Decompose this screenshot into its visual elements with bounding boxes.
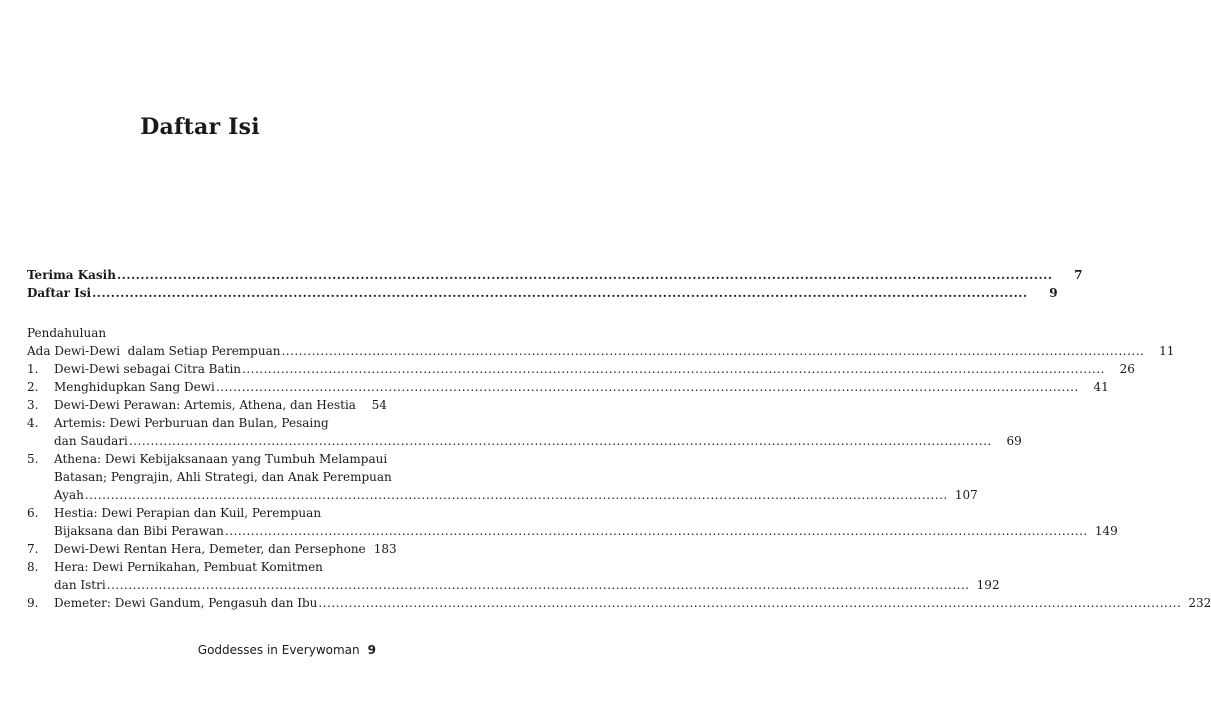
toc-entry-line — [27, 504, 376, 522]
chapter-list — [27, 360, 1211, 612]
chapter-number: 3. — [27, 398, 39, 412]
dot-leader: ........................................................................................................................................................................................................ — [128, 434, 992, 448]
toc-entry-chapter-6[interactable] — [27, 504, 1118, 540]
toc-entry-label: Batasan; Pengrajin, Ahli Strategi, dan Anak Perempuan — [54, 470, 392, 484]
toc-entry-intro[interactable] — [27, 342, 1175, 360]
dot-leader: ........................................................................................................................................................................................................ — [84, 488, 948, 502]
chapter-number: 4. — [27, 416, 39, 430]
toc-entry-line — [27, 540, 397, 558]
toc-entry-label: Daftar Isi — [27, 286, 92, 300]
toc-entry-label: dan Saudari — [54, 434, 128, 448]
toc-entry-chapter-2[interactable] — [27, 378, 1109, 396]
dot-leader: ........................................................................................................................................................................................................ — [242, 362, 1105, 376]
toc-page-number: 54 — [371, 398, 387, 412]
toc-entry-label: Menghidupkan Sang Dewi — [54, 380, 215, 394]
toc-page-number: 69 — [1006, 434, 1022, 448]
toc-entry-label: Dewi-Dewi Rentan Hera, Demeter, dan Persephone — [54, 542, 366, 556]
toc-entry-line — [27, 522, 1118, 540]
toc-entry-line — [27, 558, 376, 576]
footer-book-title: Goddesses in Everywoman — [197, 643, 360, 657]
toc-entry-chapter-3[interactable] — [27, 396, 387, 414]
toc-entry-chapter-5[interactable] — [27, 450, 978, 504]
toc-entry-line — [27, 378, 1109, 396]
toc-entry-line — [27, 396, 387, 414]
toc-entry-terima-kasih[interactable] — [27, 266, 1083, 284]
page-title: Daftar Isi — [140, 114, 260, 140]
dot-leader: ........................................................................................................................................................................................................ — [92, 286, 1028, 300]
toc-entry-label: Demeter: Dewi Gandum, Pengasuh dan Ibu — [54, 596, 318, 610]
toc-entry-line — [27, 486, 978, 504]
toc-entry-label: dan Istri — [54, 578, 106, 592]
toc-page-number: 232 — [1188, 596, 1211, 610]
toc-page-number: 9 — [1049, 286, 1058, 300]
toc-page-number: 183 — [373, 542, 397, 556]
running-footer — [0, 643, 376, 657]
toc-entry-line — [27, 450, 388, 468]
toc-entry-label: Artemis: Dewi Perburuan dan Bulan, Pesaing — [54, 416, 329, 430]
chapter-number: 6. — [27, 506, 39, 520]
chapter-number: 2. — [27, 380, 39, 394]
toc-page-number: 149 — [1094, 524, 1118, 538]
toc-entry-label: Dewi-Dewi Perawan: Artemis, Athena, dan Hestia — [54, 398, 356, 412]
toc-page-number: 11 — [1159, 344, 1175, 358]
chapter-number: 7. — [27, 542, 39, 556]
toc-entry-chapter-9[interactable] — [27, 594, 1211, 612]
toc-entry-label: Ada Dewi-Dewi dalam Setiap Perempuan — [27, 344, 281, 358]
toc-entry-label: Terima Kasih — [27, 268, 116, 282]
toc-entry-chapter-8[interactable] — [27, 558, 1000, 594]
toc-page-number: 7 — [1074, 268, 1083, 282]
toc-entry-line — [27, 360, 1135, 378]
chapter-number: 5. — [27, 452, 39, 466]
toc-entry-chapter-4[interactable] — [27, 414, 1022, 450]
toc-entry-label: Ayah — [54, 488, 84, 502]
toc-entry-label: Bijaksana dan Bibi Perawan — [54, 524, 224, 538]
toc-entry-line — [27, 594, 1211, 612]
dot-leader: ........................................................................................................................................................................................................ — [215, 380, 1079, 394]
toc-entry-line — [27, 432, 1022, 450]
toc-entry-line — [27, 576, 1000, 594]
toc-page-number: 107 — [954, 488, 978, 502]
dot-leader: ........................................................................................................................................................................................................ — [116, 268, 1053, 282]
chapter-number: 8. — [27, 560, 39, 574]
toc-front-matter — [27, 266, 1083, 302]
toc-entry-chapter-1[interactable] — [27, 360, 1135, 378]
dot-leader: ........................................................................................................................................................................................................ — [106, 578, 970, 592]
toc-entry-chapter-7[interactable] — [27, 540, 397, 558]
toc-entry-label: Dewi-Dewi sebagai Citra Batin — [54, 362, 242, 376]
section-heading-row — [27, 324, 376, 342]
dot-leader: ........................................................................................................................................................................................................ — [224, 524, 1088, 538]
dot-leader: ........................................................................................................................................................................................................ — [281, 344, 1145, 358]
toc-entry-line — [27, 414, 376, 432]
chapter-number: 1. — [27, 362, 39, 376]
toc-entry-label: Hestia: Dewi Perapian dan Kuil, Perempuan — [54, 506, 322, 520]
toc-page-number: 26 — [1119, 362, 1135, 376]
footer-page-number: 9 — [367, 643, 376, 657]
dot-leader: ........................................................................................................................................................................................................ — [318, 596, 1182, 610]
toc-main-list — [27, 324, 1211, 612]
toc-entry-label: Athena: Dewi Kebijaksanaan yang Tumbuh Melampaui — [54, 452, 388, 466]
toc-entry-daftar-isi[interactable] — [27, 284, 1058, 302]
toc-page-number: 192 — [976, 578, 1000, 592]
toc-entry-line — [27, 468, 392, 486]
section-heading: Pendahuluan — [27, 326, 107, 340]
chapter-number: 9. — [27, 596, 39, 610]
toc-page-number: 41 — [1093, 380, 1109, 394]
toc-entry-label: Hera: Dewi Pernikahan, Pembuat Komitmen — [54, 560, 323, 574]
